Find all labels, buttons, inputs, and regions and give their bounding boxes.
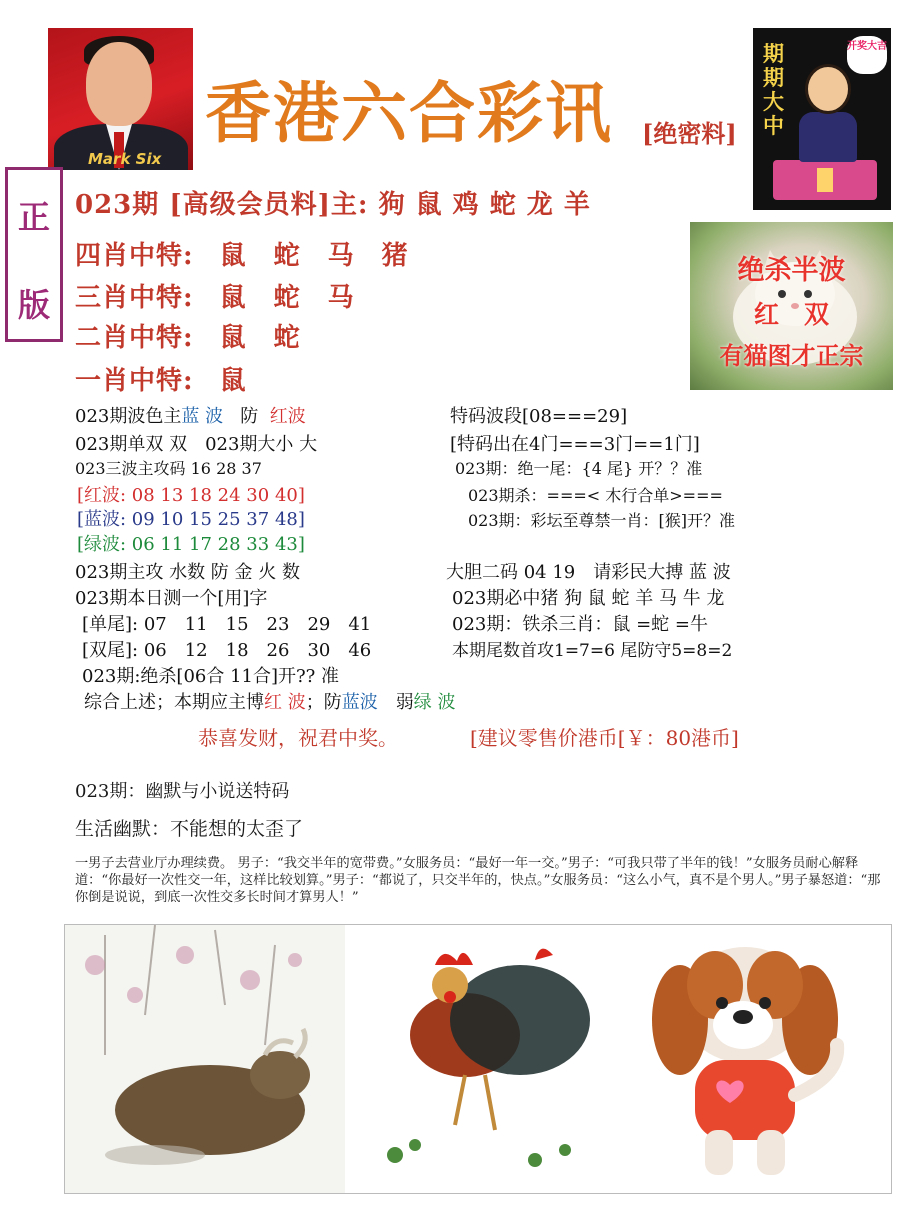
mark-six-logo: Mark Six	[88, 150, 162, 168]
joke-body: 一男子去营业厅办理续费。 男子：“我交半年的宽带费。”女服务员：“最好一年一交。”男子：“可我只带了半年的钱！”女服务员耐心解释道：“你最好一次性交一年，这样比较划算。”男子：“都说了，只交半年的，快点。”女服务员：“这么小气，真不是个男人。”男子暴怒道：“那你倒是说说，到底一次性交多长时间才算男人！”	[75, 856, 881, 905]
title-tag: [绝密料]	[642, 119, 737, 148]
odd-even-line: 023期单双 双 023期大小 大	[75, 434, 318, 455]
badge-bottom-char: 版	[17, 286, 50, 324]
cat-line-1: 绝杀半波	[737, 255, 846, 286]
kill-tail-line: 023期：绝一尾：{4 尾} 开？？准	[455, 459, 703, 478]
pick-label: 四肖中特:	[75, 241, 194, 271]
cartoon-image	[753, 28, 891, 210]
zodiac-image-strip	[64, 924, 892, 1194]
iron-kill-line: 023期：铁杀三肖：鼠 =蛇 =牛	[452, 614, 708, 635]
pick-row	[75, 235, 409, 272]
double-tail-line: [双尾]: 06 12 18 26 30 46	[82, 640, 372, 661]
pick-row	[75, 360, 247, 397]
pick-row	[75, 277, 355, 314]
cat-image-box	[690, 222, 893, 390]
pick-value: 鼠 蛇 马	[219, 283, 355, 313]
blue-wave-line: [蓝波: 09 10 15 25 37 48]	[77, 509, 305, 530]
pick-value: 鼠 蛇 马 猪	[219, 241, 409, 271]
joke-title: 生活幽默：不能想的太歪了	[75, 818, 304, 840]
three-wave-line: 023三波主攻码 16 28 37	[75, 459, 262, 478]
cat-line-3: 有猫图才正宗	[719, 341, 864, 370]
humor-title: 023期：幽默与小说送特码	[75, 781, 290, 802]
single-tail-line: [单尾]: 07 11 15 23 29 41	[82, 614, 372, 635]
pick-value: 鼠 蛇	[219, 323, 301, 353]
bold-two-line: 大胆二码 04 19 请彩民大搏 蓝 波	[446, 562, 731, 583]
cartoon-text: 期期大中	[763, 41, 784, 139]
summary-line: 综合上述；本期应主博红 波；防蓝波 弱绿 波	[84, 692, 456, 713]
badge-top-char: 正	[17, 198, 50, 236]
tail-attack-line: 本期尾数首攻1=7=6 尾防守5=8=2	[452, 641, 733, 661]
wave-color-line: 023期波色主蓝 波 防 红波	[75, 406, 306, 427]
authentic-badge	[5, 167, 63, 342]
pick-row	[75, 317, 301, 354]
green-wave-line: [绿波: 06 11 17 28 33 43]	[77, 534, 305, 555]
cat-line-2: 红 双	[753, 300, 829, 329]
pick-value: 鼠	[219, 366, 247, 396]
member-line: 023期 [高级会员料]主: 狗 鼠 鸡 蛇 龙 羊	[75, 190, 591, 220]
price-text: [建议零售价港币[￥：80港币]	[470, 726, 739, 750]
special-range-line: 特码波段[08===29]	[450, 406, 628, 427]
pick-label: 一肖中特:	[75, 366, 194, 396]
special-door-line: [特码出在4门===3门==1门]	[450, 434, 700, 455]
pick-label: 三肖中特:	[75, 283, 194, 313]
red-wave-line: [红波: 08 13 18 24 30 40]	[77, 485, 305, 506]
portrait-photo	[48, 28, 193, 170]
pick-label: 二肖中特:	[75, 323, 194, 353]
zodiac-illustrations	[65, 925, 892, 1194]
congrats-text: 恭喜发财，祝君中奖。	[198, 726, 398, 750]
forbidden-line: 023期：彩坛至尊禁一肖：[猴]开？准	[468, 511, 736, 530]
page-title: 香港六合彩讯	[205, 74, 613, 152]
cartoon-bubble: 开奖大吉	[847, 36, 887, 74]
kill-set-line: 023期杀：===< 木行合单>===	[468, 486, 723, 505]
must-win-line: 023期必中猪 狗 鼠 蛇 羊 马 牛 龙	[452, 588, 725, 609]
kill-line: 023期:绝杀[06合 11合]开?? 准	[82, 666, 340, 687]
attack-line: 023期主攻 水数 防 金 火 数	[75, 562, 300, 583]
daily-line: 023期本日测一个[用]字	[75, 588, 268, 609]
